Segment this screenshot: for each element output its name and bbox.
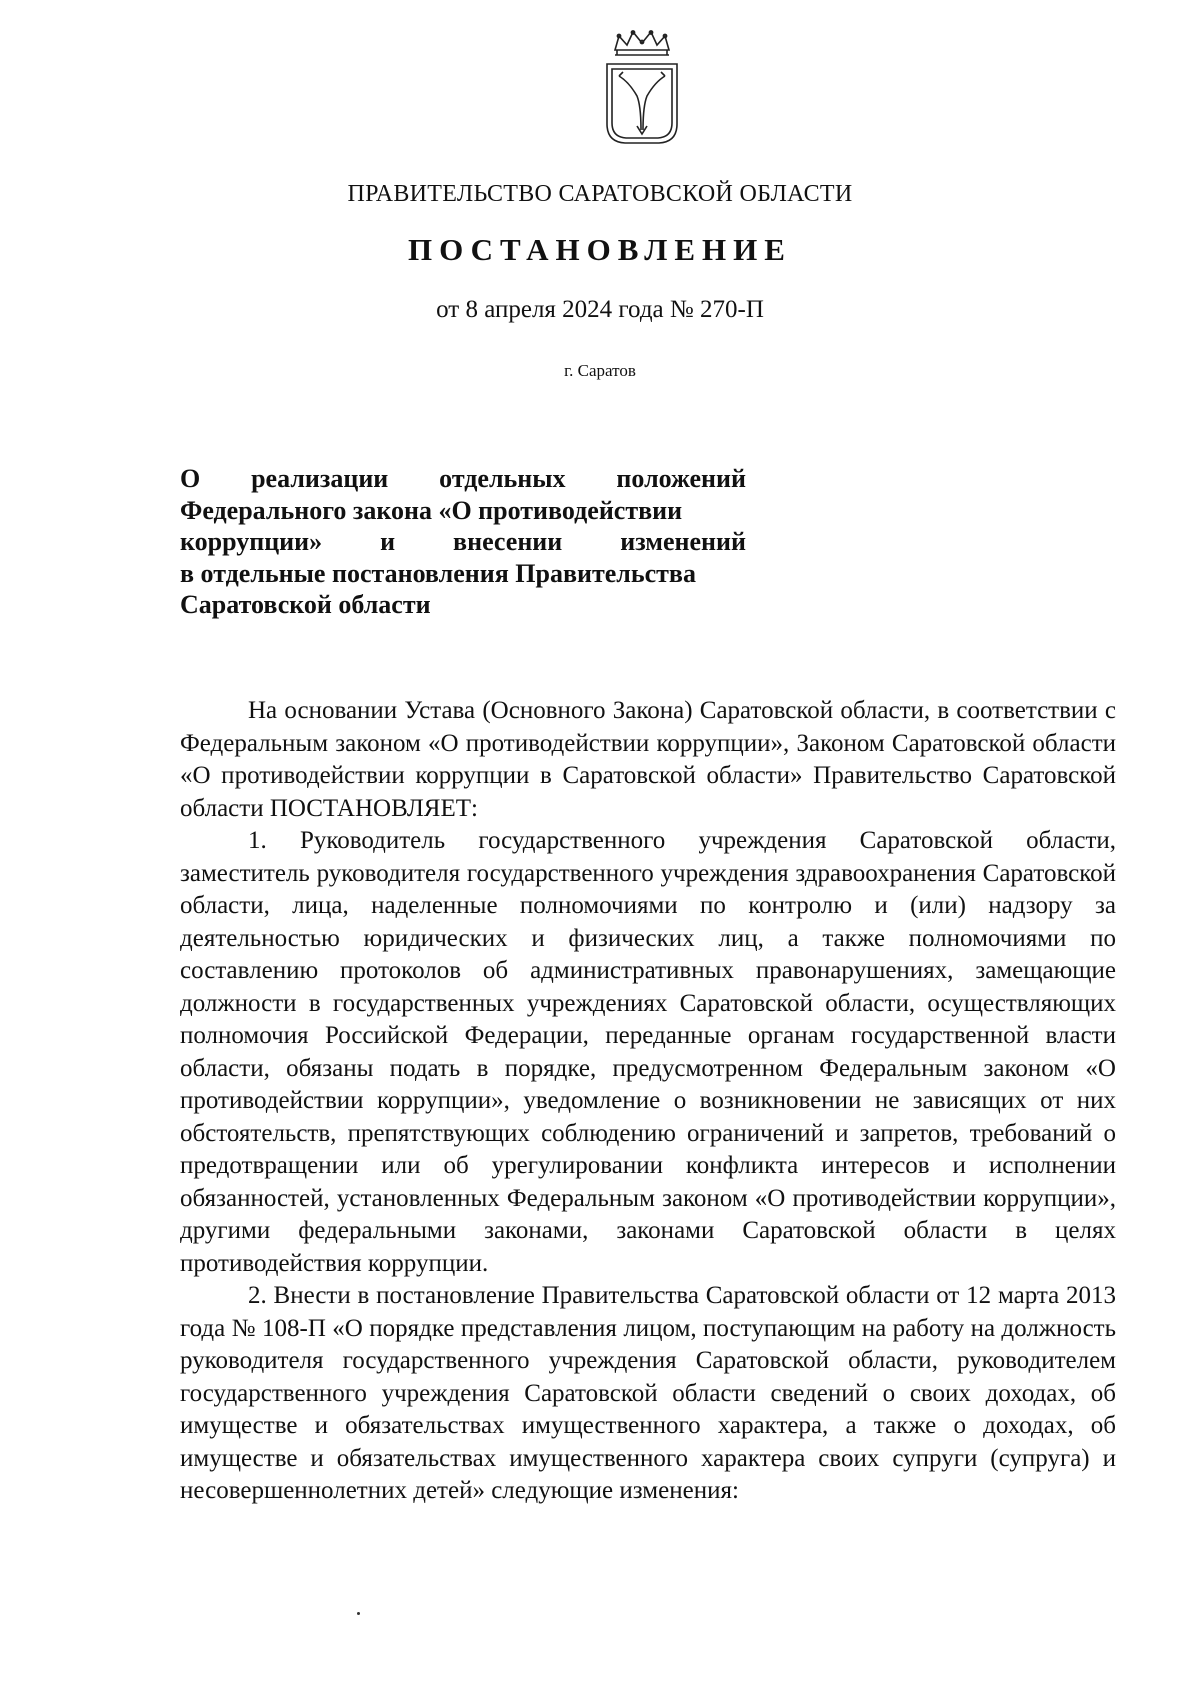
saratov-coat-of-arms-emblem xyxy=(599,30,685,155)
government-name: ПРАВИТЕЛЬСТВО САРАТОВСКОЙ ОБЛАСТИ xyxy=(347,181,853,207)
document-date-number: от 8 апреля 2024 года № 270-П xyxy=(436,296,764,323)
item-2-paragraph: 2. Внести в постановление Правительства Саратовской области от 12 марта 2013 года № 108-П «О порядке представления лицом, поступающим на работу на должность руководителя государственного учреждения Саратовской области, руководителем государственного учреждения Саратовской области сведений о своих доходах, об имуществе и обязательствах имущественного характера, а также о доходах, об имуществе и обязательствах имущественного характера своих супруги (супруга) и несовершеннолетних детей» следующие изменения: xyxy=(180,1282,1116,1504)
item-1-paragraph: 1. Руководитель государственного учреждения Саратовской области, заместитель руководителя государственного учреждения здравоохранения Саратовской области, лица, наделенные полномочиями по контролю и (или) надзору за деятельностью юридических и физических лиц, а также полномочиями по составлению протоколов об административных правонарушениях, замещающие должности в государственных учреждениях Саратовской области, осуществляющих полномочия Российской Федерации, переданные органам государственной власти области, обязаны подать в порядке, предусмотренном Федеральным законом «О противодействии коррупции», уведомление о возникновении не зависящих от них обстоятельств, препятствующих соблюдению ограничений и запретов, требований о предотвращении или об урегулировании конфликта интересов и исполнении обязанностей, установленных Федеральным законом «О противодействии коррупции», другими федеральными законами, законами Саратовской области в целях противодействия коррупции. xyxy=(180,827,1116,1277)
title-line: Саратовской области xyxy=(180,590,431,619)
scan-dot xyxy=(357,1612,360,1615)
document-city: г. Саратов xyxy=(564,361,636,380)
title-line: О реализации отдельных положений xyxy=(180,464,746,493)
document-type: ПОСТАНОВЛЕНИЕ xyxy=(408,232,792,267)
document-body xyxy=(180,695,1116,1508)
document-title xyxy=(180,463,746,621)
title-line: Федерального закона «О противодействии xyxy=(180,495,683,525)
title-line: в отдельные постановления Правительства xyxy=(180,558,696,588)
preamble-paragraph: На основании Устава (Основного Закона) Саратовской области, в соответствии с Федеральным законом «О противодействии коррупции», Законом Саратовской области «О противодействии коррупции в Саратовской области» Правительство Саратовской области ПОСТАНОВЛЯЕТ: xyxy=(180,697,1116,822)
title-line: коррупции» и внесении изменений xyxy=(180,527,746,556)
